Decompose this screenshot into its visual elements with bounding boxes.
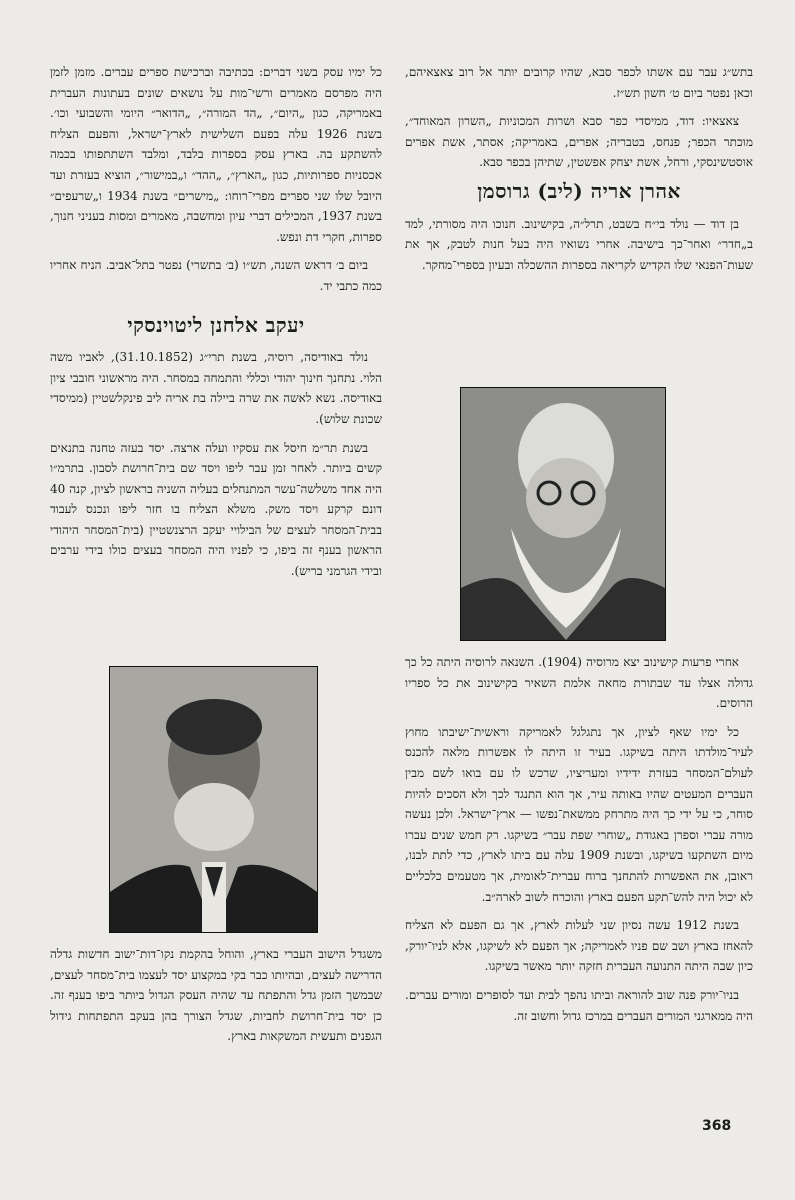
paragraph: צאצאיו: דוד, ממיסדי כפר סבא ושרות המכוניות „השרון המאוחד״, מוכתר הכפר; פנחס, בטבריה; אפרים, באמריקה; אסתר, אשת אפרים אוסטשינסקי, ורחל, אשת יצחק אפשטין, שתיהן בכפר סבא.: [405, 114, 753, 170]
paragraph: בתש״ג עבר עם אשתו לכפר סבא, שהיו קרובים יותר אל רוב צאצאיהם, וכאן נפטר ביום ט׳ חשון תש״ז.: [405, 65, 753, 100]
left-column-continued: [50, 944, 382, 1055]
section-heading: יעקב אלחנן ליטוינסקי: [127, 312, 305, 337]
right-column-continued: [405, 652, 753, 1034]
paragraph: כל ימיו שאף לציון, אך נתגלגל לאמריקה וראשית־ישיבתו מחוץ לעיר־מולדתו היתה בשיקגו. בעיר זו היתה לו אפשרות מלאה להכנס לעולם־המסחר בעזרת ידידיו ומעריציו, שרכש לו עם בואו לשם מבין העברים המעטים שהיו באותה עיר, אך הוא התנגד לכך ולא הסכים להיות סוחר, כי על ידי כך היה מתרחק ממשאת־נפשו — ארץ־ישראל. ולכן נעשה מורה עברי וספרן באגודת „שוחרי שפת עבר״ בשיקגו. רק חמש שנים עברו מיום השתקעו בשיקגו, ובשנת 1909 עלה עם ביתו לארץ, כדי לתת לבנו, ראובן, את האפשרות להתחנך ברוח עברית־לאומית, אך מטעמים כלכליים לא יכול היה להש־תקע הפעם בארץ והוכרח לשוב לארה״ב.: [405, 724, 753, 904]
paragraph: בן דוד — נולד בי״ח בשבט, תרל״ה, בקישינוב. חנוכו היה מסורתי, למד ב„חדר״ ואחר־כך בישיבה. אחרי נשואיו היה בעל חנות לטבק, אך את שעות־הפנאי שלו הקדיש לקריאה בספרות ההשכלה ובעיון בספרי־מחקר.: [405, 216, 753, 272]
paragraph: בשנת 1912 עשה נסיון שני לעלות לארץ, אך גם הפעם לא הצליח להאחז בארץ ושב שם פניו לאמריקה; אך הפעם לא לשיקגו, אלא לניו־יורק, כיון שבה היתה התנועה העברית חזקה יותר מאשר בשיקגו.: [405, 918, 753, 974]
paragraph: נולד באודיסה, רוסיה, בשנת תרי״ג (31.10.1852), לאביו משה הלוי. נתחנך חינוך יהודי וכללי והתמחה במסחר. היה מראשוני חובבי ציון באודיסה. נשא לאשה את שרה ביילה בת אריה ליב פינקלשטיין (ממיסדי שכונת שלוש).: [50, 350, 382, 426]
paragraph: משגדל הישוב העברי בארץ, והוחל בהקמת נקו־דות־ישוב חדשות גדלה הדרישה לעצים, ובהיותו כבר בקי במקצוע יסד לעצמו בית־מסחר לעצים, שבמשך הזמן גדל והתפתח עד שהיה העסק הגדול ביותר ביפו בענף זה. כן יסד בית־חרושת לחביות, שגדל הצורך בהן בעקב התפתחות גידול הגפנים ותעשית המשקאות בארץ.: [50, 947, 382, 1044]
section-heading: אהרן אריה (ליב) גרוסמן: [477, 178, 681, 203]
paragraph: בשנת תר״מ חיסל את עסקיו ועלה ארצה. יסד בעזה טחנה בתנאים קשים ביותר. לאחר זמן עבר ליפו ויסד שם בית־חרושת לסבון. בתרמ״ו היה אחד משלשה־עשר המתנחלים בעליה השניה בראשון לציון, קנה 40 דונם קרקע ויסד משק. משלא הצליח בו חזר ליפו ונכנס לעבוד בבית־המסחר לעצים של הבילויי יעקב הרצנשטיין (בית־המסחר היהודי הראשון בענף זה ביפו, כי לפניו היה המסחר בעצים כולו בידי ערבים ובידי הגרמני בריש).: [50, 440, 382, 579]
page-number: 368: [702, 1118, 732, 1134]
portrait-photo-aharon-grossman: [460, 387, 666, 641]
left-column: [50, 62, 382, 590]
paragraph: כל ימיו עסק בשני דברים: בכתיבה וברכישת ספרים עברים. מזמן לזמן היה מפרסם מאמרים ורשי־מות על נושאים שונים בעתונות העברית באמריקה, כגון „היום״, „הד המורה״, „הדואר״ היומי והשבועי וכו׳. בשנת 1926 עלה בפעם השלישית לארץ־ישראל, והפעם הצליח להשתקע בה. בארץ עסק בספרות בלבד, ומלבד השתתפותו בכמה אכסניות ספרותיות, כגון „הארץ״, „ההד״ ו„במישור״, הוציא בעזרת ועד היובל שלו שני ספרים מפרי־רוחו: „מישרים״ בשנת 1934 ו„שרעפים״ בשנת 1937, המכילים דברי עיון ומחשבה, מאמרים ומסות בעניני חנוך, ספרות, חקרי דת ונפש.: [50, 65, 383, 244]
portrait-photo-yaakov-litvinsky: [109, 666, 318, 933]
paragraph: ביום ב׳ דראש השנה, תש״ו (ב׳ בתשרי) נפטר בתל־אביב. הניח אחריו כמה כתבי יד.: [50, 258, 382, 293]
paragraph: בניו־יורק פנה שוב להוראה וביתו נהפך לבית ועד לסופרים ומורים עברים. היה ממארגני המורים העברים במרכז גדול וחשוב זה.: [405, 987, 753, 1023]
right-column: [405, 62, 753, 283]
paragraph: אחרי פרעות קישינוב יצא מרוסיה (1904). השנאה לרוסיה היתה כל כך גדולה אצלו עד שבתורת מחאה אלמת השאיר בקישינוב את כל ספריו הרוסים.: [405, 655, 753, 711]
